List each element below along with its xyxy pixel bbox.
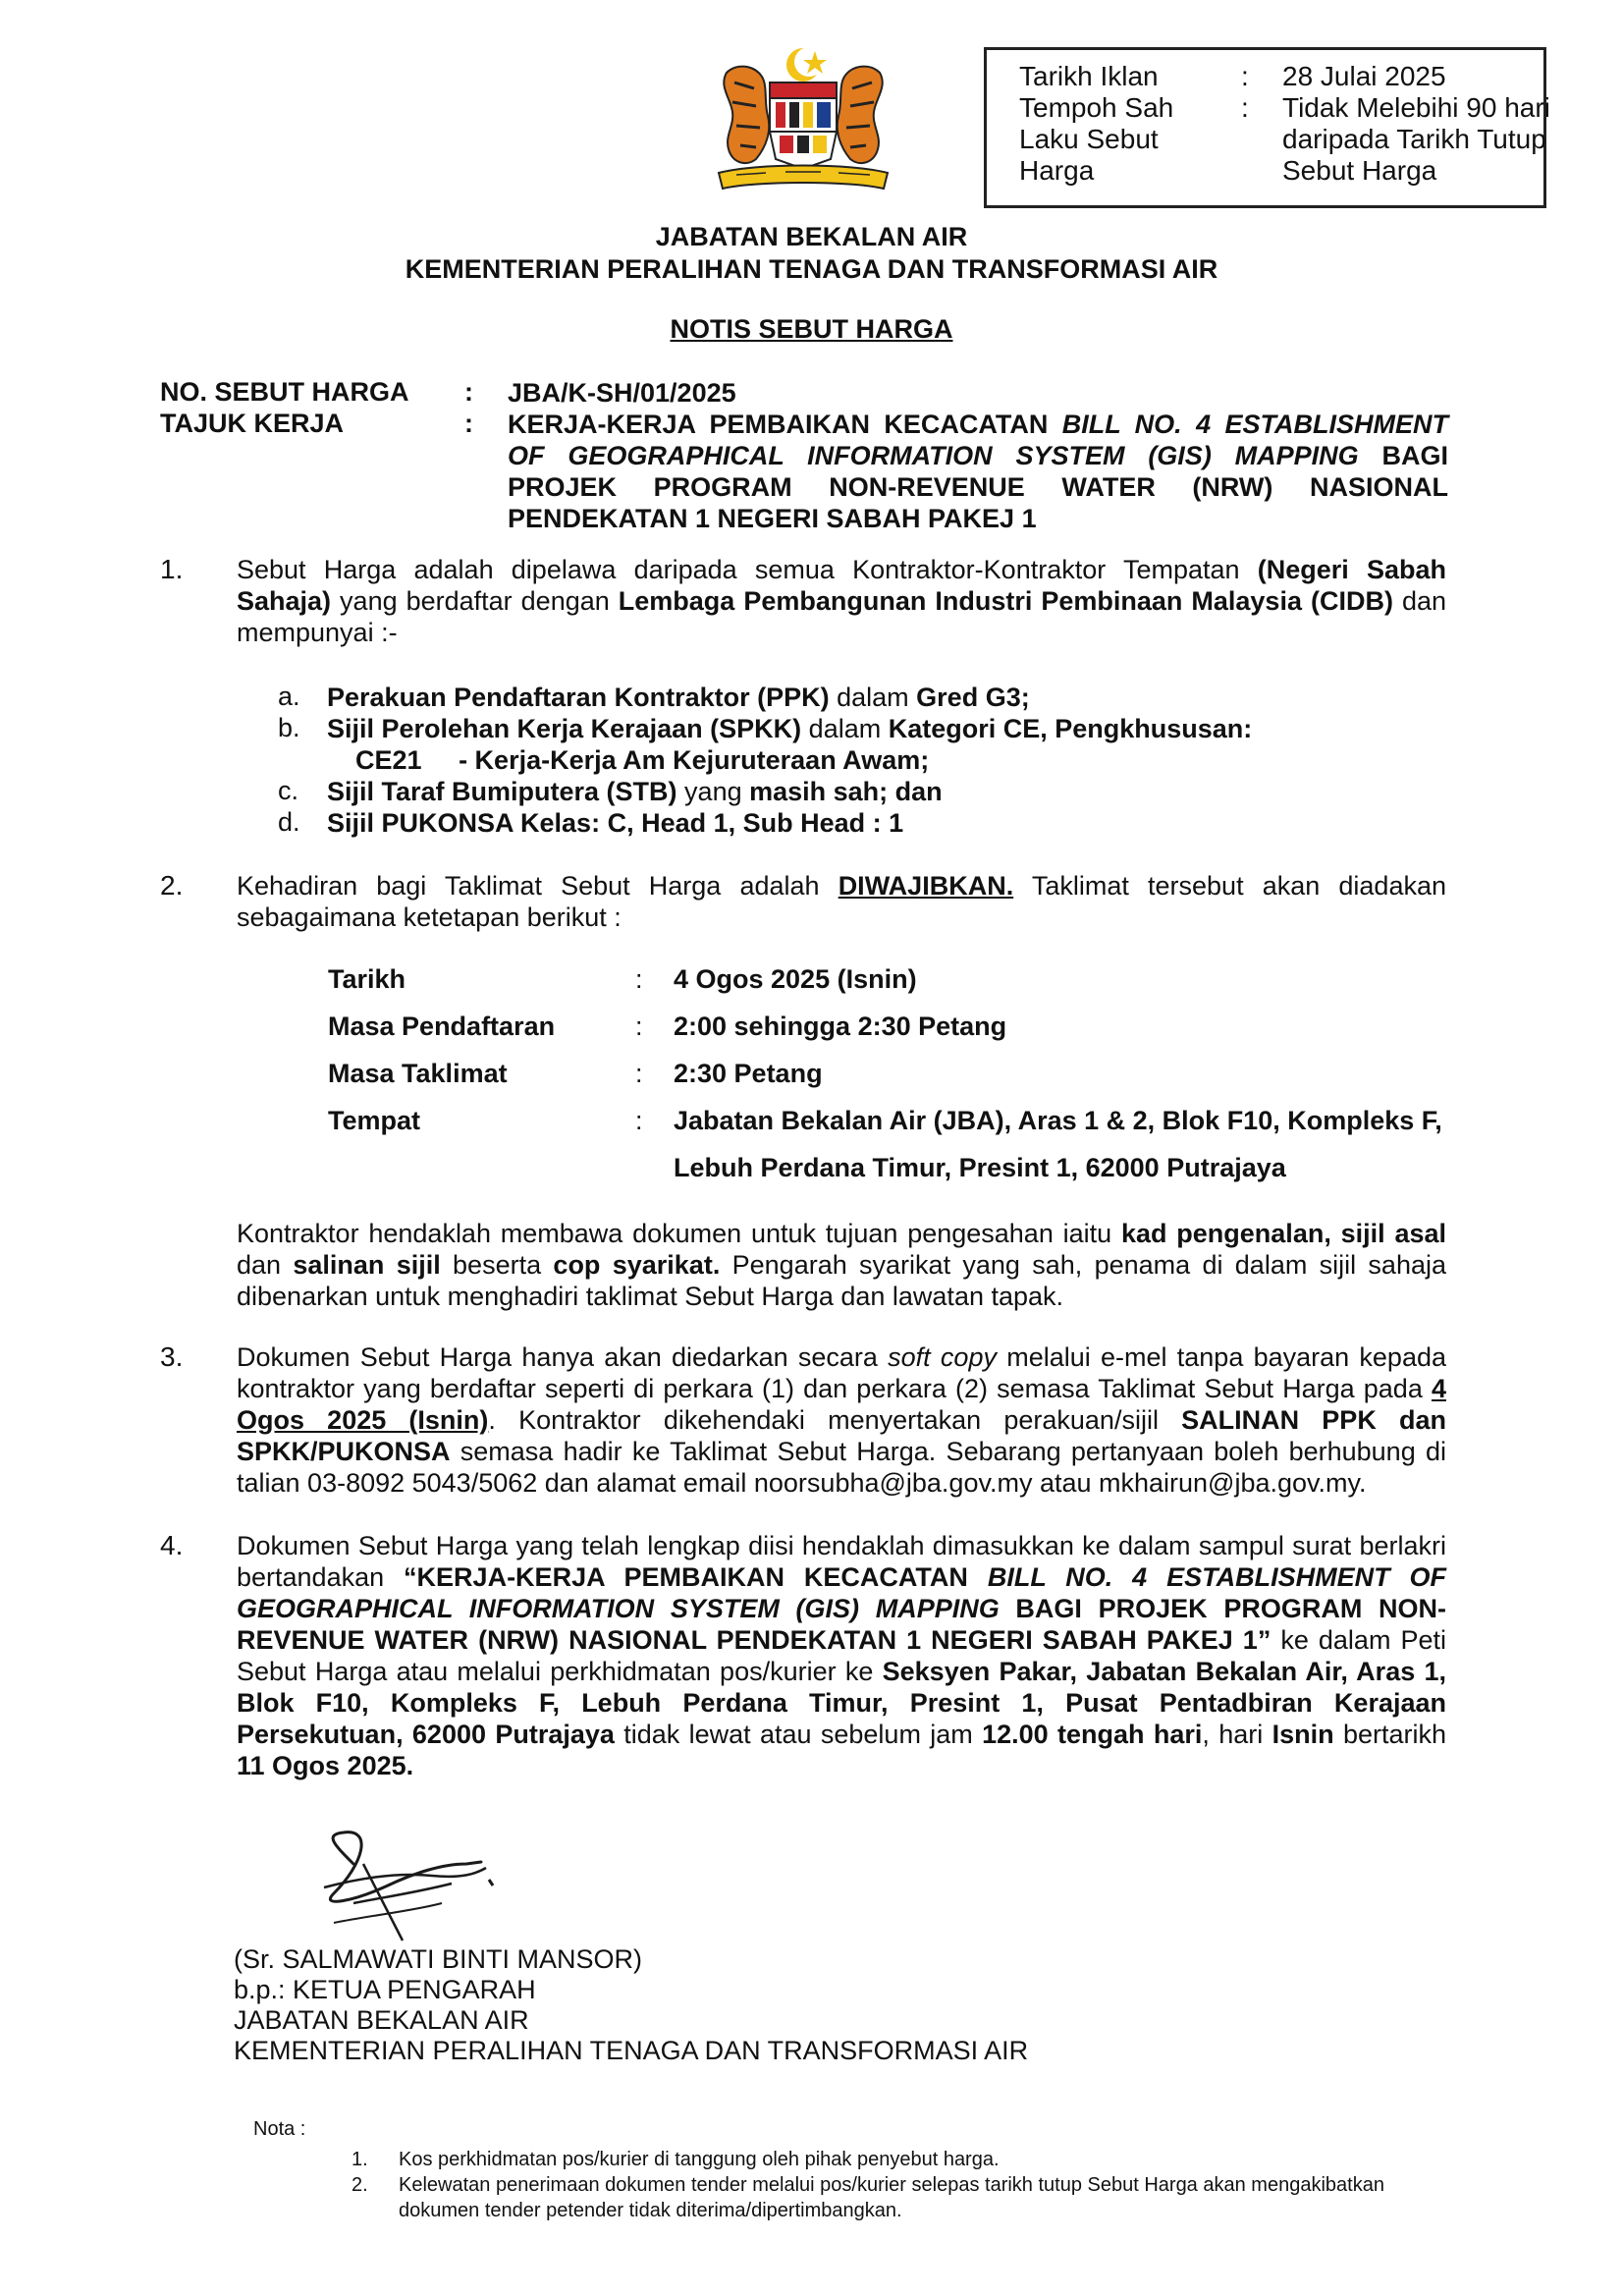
briefing-value: 2:00 sehingga 2:30 Petang [674,1011,1007,1041]
quotation-number-label: NO. SEBUT HARGA [160,377,409,407]
signatory-name: (Sr. SALMAWATI BINTI MANSOR) [234,1944,643,1974]
signatory-role: b.p.: KETUA PENGARAH [234,1975,536,2004]
ad-colon: : [1241,92,1249,123]
section-2-text: Kehadiran bagi Taklimat Sebut Harga adalah DIWAJIBKAN. Taklimat tersebut akan diadakan sebagaimana ketetapan berikut : [237,871,1446,932]
requirement-letter: a. [278,682,300,711]
briefing-value: Lebuh Perdana Timur, Presint 1, 62000 Putrajaya [674,1153,1286,1182]
section-1-number: 1. [160,554,184,584]
note-text: Kos perkhidmatan pos/kurier di tanggung oleh pihak penyebut harga. [399,2149,1000,2170]
section-2-number: 2. [160,870,184,901]
briefing-value: 4 Ogos 2025 (Isnin) [674,964,917,994]
section-3-number: 3. [160,1341,184,1372]
ad-label: Laku Sebut [1019,124,1159,154]
work-title-colon: : [464,409,473,438]
requirement-item: CE21 - Kerja-Kerja Am Kejuruteraan Awam; [355,745,930,775]
ad-value: 28 Julai 2025 [1282,61,1446,91]
notes-heading: Nota : [253,2118,306,2140]
ad-value: Sebut Harga [1282,155,1437,186]
signatory-department: JABATAN BEKALAN AIR [234,2005,529,2035]
briefing-label: Masa Taklimat [328,1059,508,1088]
ad-colon: : [1241,61,1249,91]
briefing-colon: : [635,964,643,994]
briefing-value: Jabatan Bekalan Air (JBA), Aras 1 & 2, Blok F10, Kompleks F, [674,1106,1442,1135]
quotation-number-colon: : [464,377,473,407]
signatory-ministry: KEMENTERIAN PERALIHAN TENAGA DAN TRANSFORMASI AIR [234,2036,1029,2065]
section-4-text: Dokumen Sebut Harga yang telah lengkap diisi hendaklah dimasukkan ke dalam sampul surat berlakri bertandakan “KERJA-KERJA PEMBAIKAN KECACATAN BILL NO. 4 ESTABLISHMENT OF GEOGRAPHICAL INFORMATION SYSTEM (GIS) MAPPING BAGI PROJEK PROGRAM NON-REVENUE WATER (NRW) NASIONAL PENDEKATAN 1 NEGERI SABAH PAKEJ 1” ke dalam Peti Sebut Harga atau melalui perkhidmatan pos/kurier ke Seksyen Pakar, Jabatan Bekalan Air, Aras 1, Blok F10, Kompleks F, Lebuh Perdana Timur, Presint 1, Pusat Pentadbiran Kerajaan Persekutuan, 62000 Putrajaya tidak lewat atau sebelum jam 12.00 tengah hari, hari Isnin bertarikh 11 Ogos 2025. [237,1531,1447,1780]
work-title-label: TAJUK KERJA [160,409,345,438]
briefing-label: Tarikh [328,964,406,994]
ad-label: Tempoh Sah [1019,92,1174,123]
section-2-instructions: Kontraktor hendaklah membawa dokumen untuk tujuan pengesahan iaitu kad pengenalan, sijil asal dan salinan sijil beserta cop syarikat. Pengarah syarikat yang sah, penama di dalam sijil sahaja dibenarkan untuk menghadiri taklimat Sebut Harga dan lawatan tapak. [237,1219,1446,1311]
note-number: 1. [352,2149,368,2170]
requirement-item: Perakuan Pendaftaran Kontraktor (PPK) dalam Gred G3; [327,683,1030,712]
quotation-number-value: JBA/K-SH/01/2025 [508,378,736,408]
section-4-number: 4. [160,1530,184,1560]
ad-label: Harga [1019,155,1095,186]
ad-label: Tarikh Iklan [1019,61,1159,91]
requirement-letter: b. [278,713,300,742]
ad-value: daripada Tarikh Tutup [1282,124,1546,154]
requirement-letter: d. [278,807,300,837]
briefing-colon: : [635,1059,643,1088]
briefing-label: Masa Pendaftaran [328,1011,556,1041]
note-number: 2. [352,2174,368,2196]
briefing-label: Tempat [328,1106,421,1135]
note-text: Kelewatan penerimaan dokumen tender melalui pos/kurier selepas tarikh tutup Sebut Harga akan mengakibatkan [399,2174,1384,2196]
briefing-value: 2:30 Petang [674,1059,823,1088]
section-1-text: Sebut Harga adalah dipelawa daripada semua Kontraktor-Kontraktor Tempatan (Negeri Sabah Sahaja) yang berdaftar dengan Lembaga Pembangunan Industri Pembinaan Malaysia (CIDB) dan mempunyai :- [237,555,1447,647]
ministry-name: KEMENTERIAN PERALIHAN TENAGA DAN TRANSFORMASI AIR [405,254,1218,284]
ad-value: Tidak Melebihi 90 hari [1282,92,1550,123]
department-name: JABATAN BEKALAN AIR [655,222,968,251]
coat-of-arms-logo [707,43,899,202]
briefing-colon: : [635,1106,643,1135]
work-title-value: KERJA-KERJA PEMBAIKAN KECACATAN BILL NO. 4 ESTABLISHMENT OF GEOGRAPHICAL INFORMATION SYSTEM (GIS) MAPPING BAGI PROJEK PROGRAM NON-REVENUE WATER (NRW) NASIONAL PENDEKATAN 1 NEGERI SABAH PAKEJ 1 [508,410,1448,533]
note-text: dokumen tender petender tidak diterima/dipertimbangkan. [399,2200,902,2221]
briefing-colon: : [635,1011,643,1041]
requirement-item: Sijil Taraf Bumiputera (STB) yang masih sah; dan [327,777,943,806]
notice-title: NOTIS SEBUT HARGA [670,314,953,344]
requirement-letter: c. [278,776,299,805]
section-3-text: Dokumen Sebut Harga hanya akan diedarkan secara soft copy melalui e-mel tanpa bayaran kepada kontraktor yang berdaftar seperti di perkara (1) dan perkara (2) semasa Taklimat Sebut Harga pada 4 Ogos 2025 (Isnin). Kontraktor dikehendaki menyertakan perakuan/sijil SALINAN PPK dan SPKK/PUKONSA semasa hadir ke Taklimat Sebut Harga. Sebarang pertanyaan boleh berhubung di talian 03-8092 5043/5062 dan alamat email noorsubha@jba.gov.my atau mkhairun@jba.gov.my. [237,1342,1446,1498]
requirement-item: Sijil Perolehan Kerja Kerajaan (SPKK) dalam Kategori CE, Pengkhususan: [327,714,1253,743]
requirement-item: Sijil PUKONSA Kelas: C, Head 1, Sub Head : 1 [327,808,904,838]
